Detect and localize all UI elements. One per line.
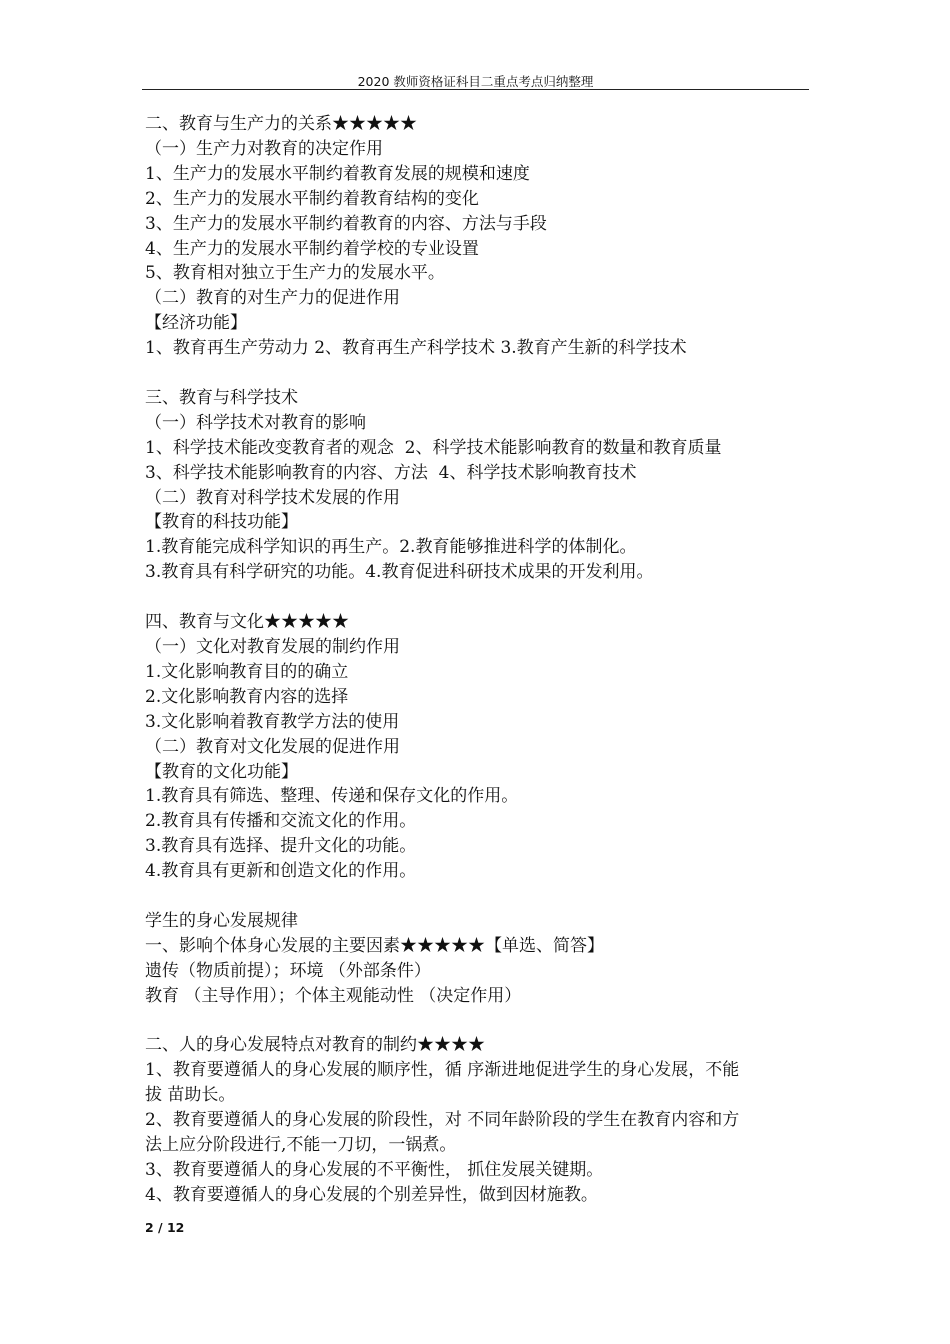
text-line: 2.文化影响教育内容的选择 xyxy=(145,686,349,707)
blank-line xyxy=(145,585,813,610)
text-line: 3.教育具有选择、提升文化的功能。 xyxy=(145,836,417,857)
text-line: 一、影响个体身心发展的主要因素★★★★★【单选、简答】 xyxy=(145,935,604,956)
text-line: （一）生产力对教育的决定作用 xyxy=(145,138,383,159)
text-line: （二）教育对文化发展的促进作用 xyxy=(145,736,400,757)
document-body xyxy=(145,112,813,1208)
text-line: 1、教育再生产劳动力 2、教育再生产科学技术 3.教育产生新的科学技术 xyxy=(145,338,687,359)
header-rule xyxy=(142,89,809,90)
text-line: 二、教育与生产力的关系★★★★★ xyxy=(145,114,417,134)
text-line: 2、教育要遵循人的身心发展的阶段性，对 不同年龄阶段的学生在教育内容和方 xyxy=(145,1110,740,1131)
text-line: 3、科学技术能影响教育的内容、方法 4、科学技术影响教育技术 xyxy=(145,462,637,483)
text-line: 3、教育要遵循人的身心发展的不平衡性， 抓住发展关键期。 xyxy=(145,1160,604,1180)
text-line: 3.教育具有科学研究的功能。4.教育促进科研技术成果的开发利用。 xyxy=(145,562,654,583)
text-line: 1.文化影响教育目的的确立 xyxy=(145,661,349,682)
text-line: 2.教育具有传播和交流文化的作用。 xyxy=(145,811,417,832)
text-line: 学生的身心发展规律 xyxy=(145,910,298,931)
text-line: （二）教育对科学技术发展的作用 xyxy=(145,487,400,508)
page-header: 2020 教师资格证科目二重点考点归纳整理 xyxy=(357,74,594,89)
text-line: 1、科学技术能改变教育者的观念 2、科学技术能影响教育的数量和教育质量 xyxy=(145,437,722,458)
text-line: 三、教育与科学技术 xyxy=(145,387,298,408)
text-line: 【经济功能】 xyxy=(145,313,247,334)
text-line: 1.教育具有筛选、整理、传递和保存文化的作用。 xyxy=(145,786,519,807)
text-line: 1.教育能完成科学知识的再生产。2.教育能够推进科学的体制化。 xyxy=(145,537,637,558)
text-line: 4.教育具有更新和创造文化的作用。 xyxy=(145,861,417,882)
text-line: （一）文化对教育发展的制约作用 xyxy=(145,637,400,657)
text-line: 法上应分阶段进行,不能一刀切，一锅煮。 xyxy=(145,1135,457,1156)
blank-line xyxy=(145,1009,813,1034)
text-line: （一）科学技术对教育的影响 xyxy=(145,412,366,433)
text-line: 5、教育相对独立于生产力的发展水平。 xyxy=(145,263,445,284)
page-number: 2 / 12 xyxy=(145,1220,185,1235)
text-line: 遗传（物质前提）；环境 （外部条件） xyxy=(145,960,431,981)
text-line: 【教育的文化功能】 xyxy=(145,761,298,782)
text-line: 3.文化影响着教育教学方法的使用 xyxy=(145,711,400,732)
text-line: 拔 苗助长。 xyxy=(145,1085,236,1106)
text-line: 【教育的科技功能】 xyxy=(145,512,298,533)
blank-line xyxy=(145,884,813,909)
text-line: 2、生产力的发展水平制约着教育结构的变化 xyxy=(145,188,479,209)
text-line: 4、生产力的发展水平制约着学校的专业设置 xyxy=(145,238,479,259)
text-line: 4、教育要遵循人的身心发展的个别差异性，做到因材施教。 xyxy=(145,1184,598,1205)
text-line: 四、教育与文化★★★★★ xyxy=(145,612,349,633)
text-line: 二、人的身心发展特点对教育的制约★★★★ xyxy=(145,1035,485,1056)
text-line: （二）教育的对生产力的促进作用 xyxy=(145,288,400,309)
text-line: 3、生产力的发展水平制约着教育的内容、方法与手段 xyxy=(145,213,547,234)
text-line: 1、教育要遵循人的身心发展的顺序性，循 序渐进地促进学生的身心发展，不能 xyxy=(145,1060,740,1081)
text-line: 教育 （主导作用）；个体主观能动性 （决定作用） xyxy=(145,985,522,1006)
blank-line xyxy=(145,361,813,386)
text-line: 1、生产力的发展水平制约着教育发展的规模和速度 xyxy=(145,163,530,184)
